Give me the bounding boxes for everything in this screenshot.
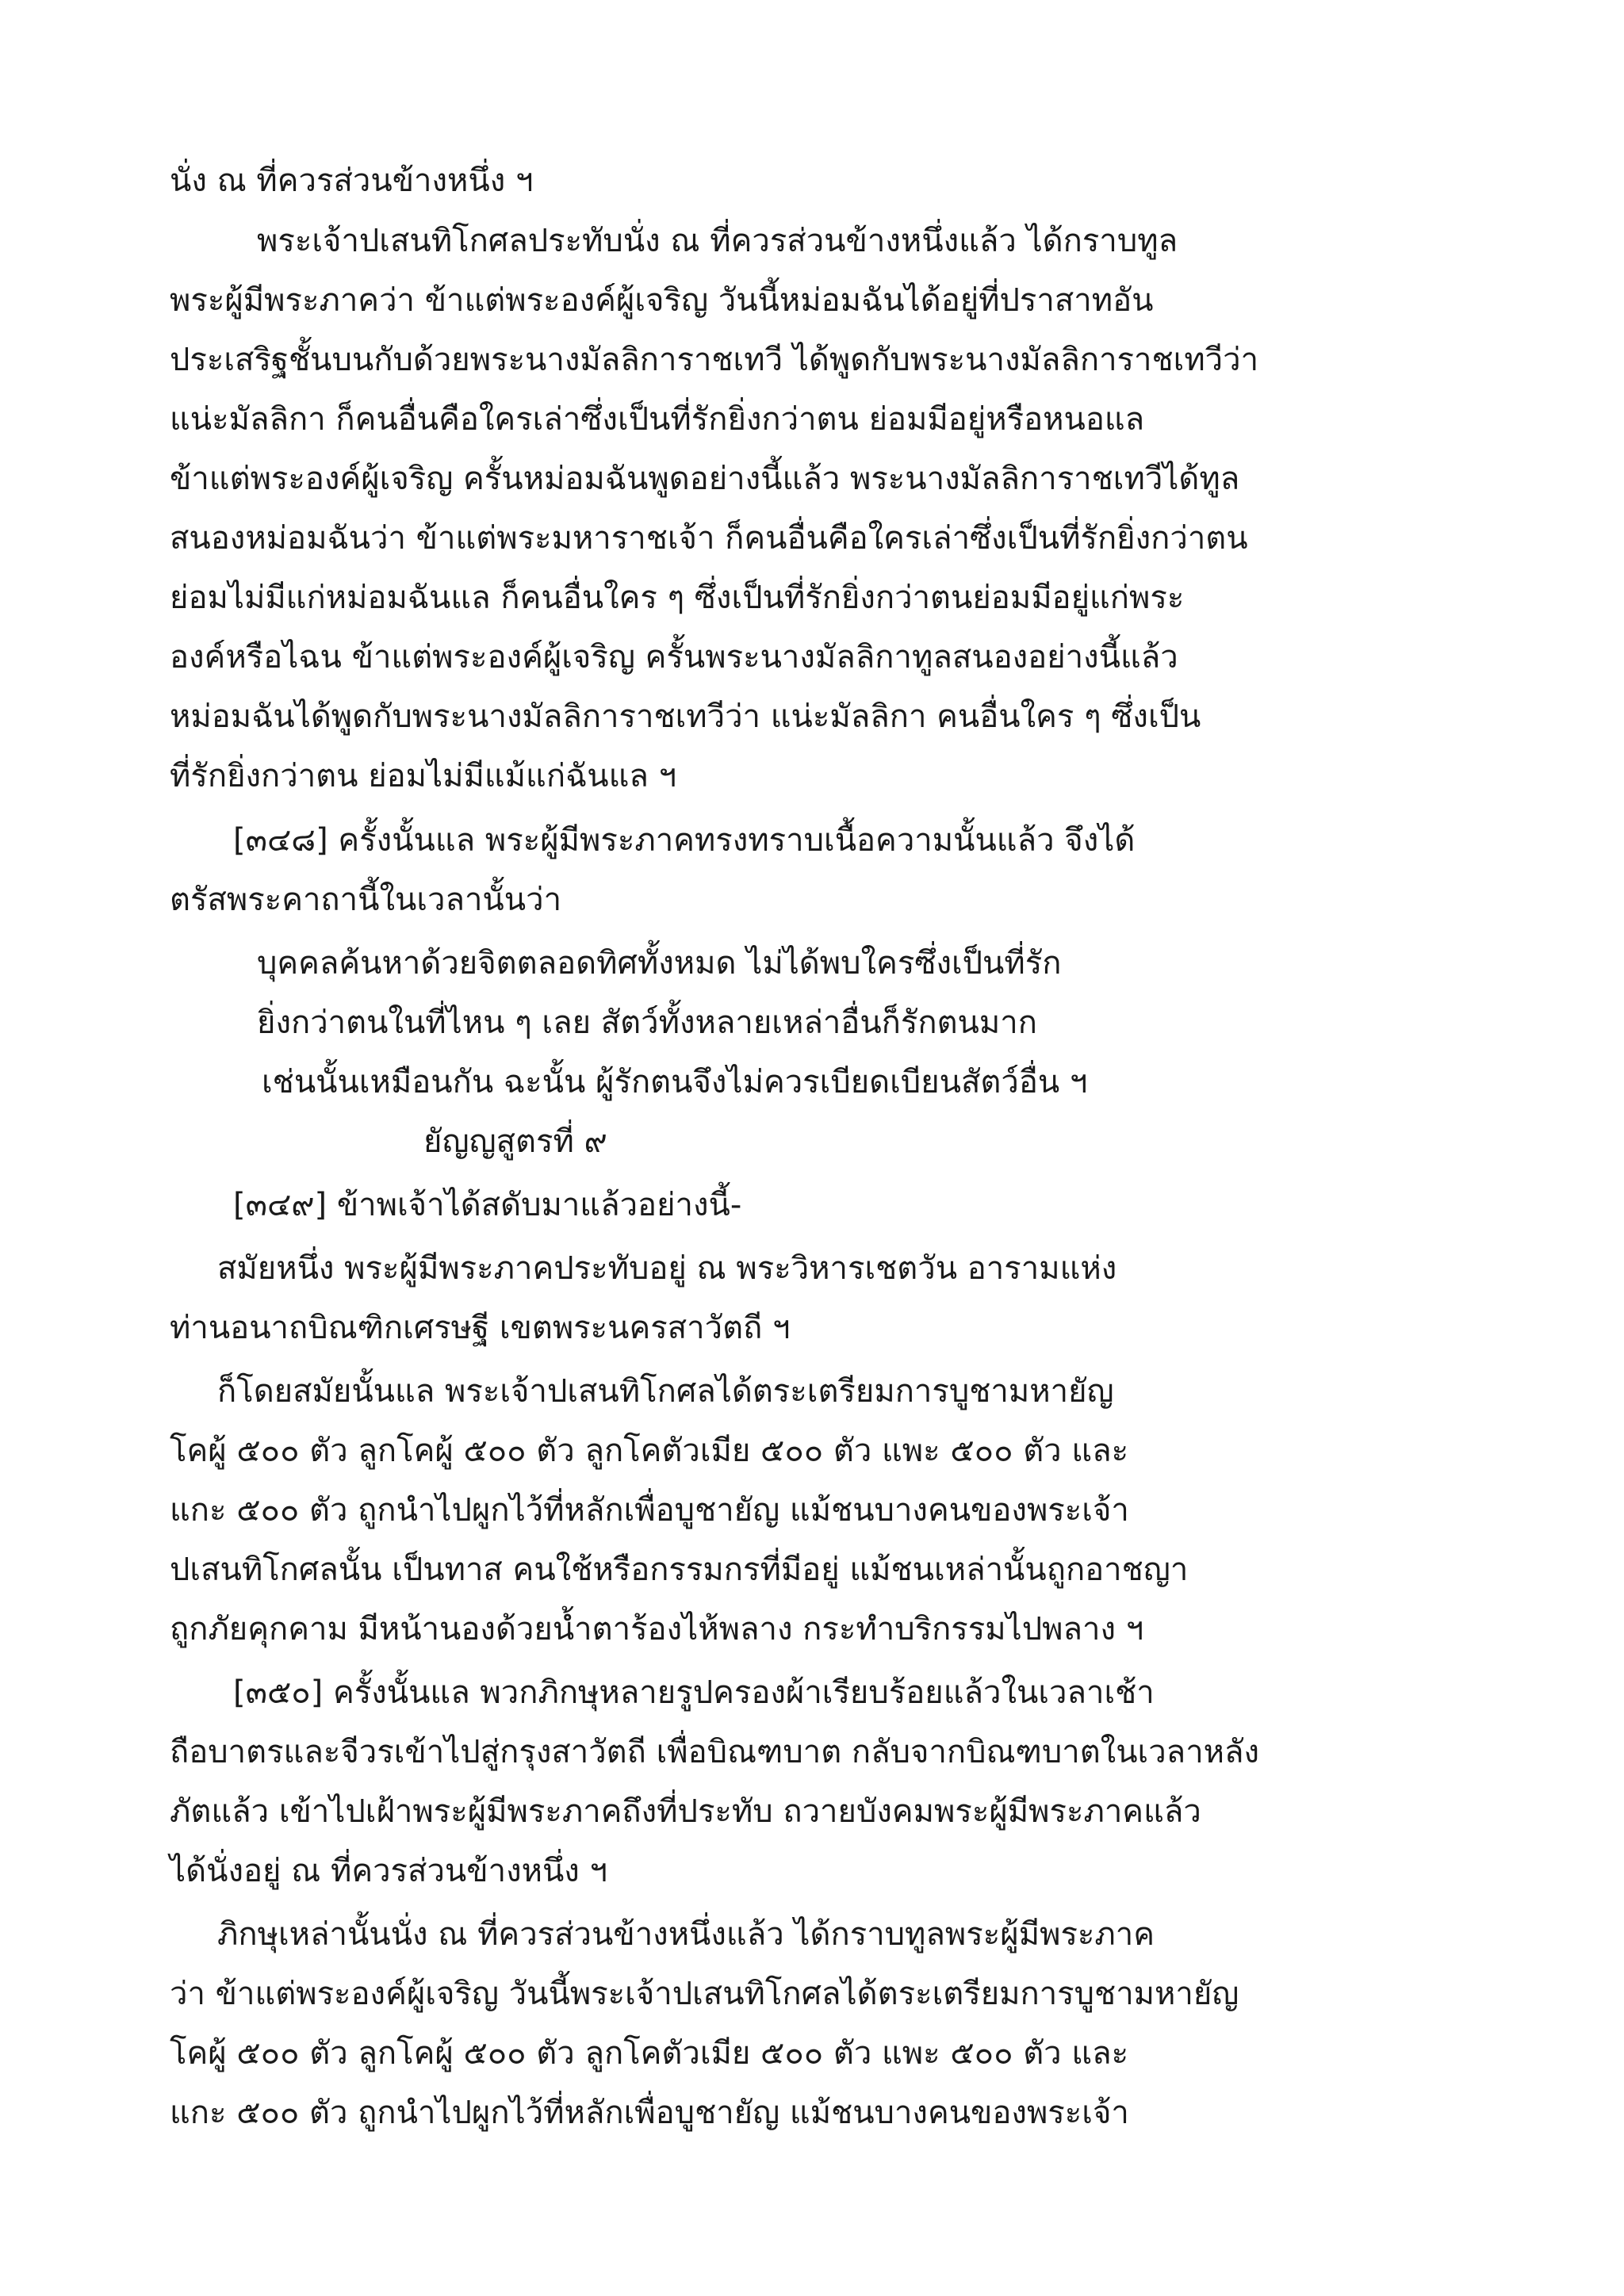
text-line: ตรัสพระคาถานี้ในเวลานั้นว่า bbox=[170, 882, 562, 918]
paragraph-first-line: สมัยหนึ่ง พระผู้มีพระภาคประทับอยู่ ณ พระวิหารเชตวัน อารามแห่ง bbox=[217, 1250, 1117, 1287]
text-line: หม่อมฉันได้พูดกับพระนางมัลลิการาชเทวีว่า แน่ะมัลลิกา คนอื่นใคร ๆ ซึ่งเป็น bbox=[170, 698, 1201, 735]
text-line: ถือบาตรและจีวรเข้าไปสู่กรุงสาวัตถี เพื่อบิณฑบาต กลับจากบิณฑบาตในเวลาหลัง bbox=[170, 1734, 1260, 1770]
text-line: ภัตแล้ว เข้าไปเฝ้าพระผู้มีพระภาคถึงที่ประทับ ถวายบังคมพระผู้มีพระภาคแล้ว bbox=[170, 1793, 1201, 1830]
text-line: ท่านอนาถบิณฑิกเศรษฐี เขตพระนครสาวัตถี ฯ bbox=[170, 1310, 791, 1346]
text-line: แน่ะมัลลิกา ก็คนอื่นคือใครเล่าซึ่งเป็นที่รักยิ่งกว่าตน ย่อมมีอยู่หรือหนอแล bbox=[170, 401, 1145, 438]
text-line: แกะ ๕๐๐ ตัว ถูกนำไปผูกไว้ที่หลักเพื่อบูชายัญ แม้ชนบางคนของพระเจ้า bbox=[170, 1492, 1129, 1529]
paragraph-first-line: ก็โดยสมัยนั้นแล พระเจ้าปเสนทิโกศลได้ตระเตรียมการบูชามหายัญ bbox=[217, 1373, 1114, 1410]
text-line: ว่า ข้าแต่พระองค์ผู้เจริญ วันนี้พระเจ้าปเสนทิโกศลได้ตระเตรียมการบูชามหายัญ bbox=[170, 1976, 1239, 2012]
text-line: ถูกภัยคุกคาม มีหน้านองด้วยน้ำตาร้องไห้พลาง กระทำบริกรรมไปพลาง ฯ bbox=[170, 1611, 1144, 1647]
text-line: ที่รักยิ่งกว่าตน ย่อมไม่มีแม้แก่ฉันแล ฯ bbox=[170, 758, 677, 794]
verse-line: ยิ่งกว่าตนในที่ไหน ๆ เลย สัตว์ทั้งหลายเหล่าอื่นก็รักตนมาก bbox=[257, 1004, 1037, 1041]
text-line: พระผู้มีพระภาคว่า ข้าแต่พระองค์ผู้เจริญ วันนี้หม่อมฉันได้อยู่ที่ปราสาทอัน bbox=[170, 282, 1154, 319]
text-line: โคผู้ ๕๐๐ ตัว ลูกโคผู้ ๕๐๐ ตัว ลูกโคตัวเมีย ๕๐๐ ตัว แพะ ๕๐๐ ตัว และ bbox=[170, 2035, 1129, 2072]
text-line: นั่ง ณ ที่ควรส่วนข้างหนึ่ง ฯ bbox=[170, 163, 534, 199]
verse-line: เช่นนั้นเหมือนกัน ฉะนั้น ผู้รักตนจึงไม่ควรเบียดเบียนสัตว์อื่น ฯ bbox=[262, 1064, 1088, 1100]
text-line: ย่อมไม่มีแก่หม่อมฉันแล ก็คนอื่นใคร ๆ ซึ่งเป็นที่รักยิ่งกว่าตนย่อมมีอยู่แก่พระ bbox=[170, 580, 1185, 616]
text-line: สนองหม่อมฉันว่า ข้าแต่พระมหาราชเจ้า ก็คนอื่นคือใครเล่าซึ่งเป็นที่รักยิ่งกว่าตน bbox=[170, 520, 1248, 557]
paragraph-first-line: พระเจ้าปเสนทิโกศลประทับนั่ง ณ ที่ควรส่วนข้างหนึ่งแล้ว ได้กราบทูล bbox=[257, 223, 1178, 259]
text-line: โคผู้ ๕๐๐ ตัว ลูกโคผู้ ๕๐๐ ตัว ลูกโคตัวเมีย ๕๐๐ ตัว แพะ ๕๐๐ ตัว และ bbox=[170, 1433, 1129, 1469]
section-350-line: [๓๕๐] ครั้งนั้นแล พวกภิกษุหลายรูปครองผ้าเรียบร้อยแล้วในเวลาเช้า bbox=[233, 1674, 1155, 1711]
section-349-line: [๓๔๙] ข้าพเจ้าได้สดับมาแล้วอย่างนี้- bbox=[233, 1187, 742, 1223]
text-line: ได้นั่งอยู่ ณ ที่ควรส่วนข้างหนึ่ง ฯ bbox=[170, 1853, 608, 1889]
text-line: องค์หรือไฉน ข้าแต่พระองค์ผู้เจริญ ครั้นพระนางมัลลิกาทูลสนองอย่างนี้แล้ว bbox=[170, 639, 1178, 675]
section-348-line: [๓๔๘] ครั้งนั้นแล พระผู้มีพระภาคทรงทราบเนื้อความนั้นแล้ว จึงได้ bbox=[233, 822, 1136, 859]
text-line: ประเสริฐชั้นบนกับด้วยพระนางมัลลิการาชเทวี ได้พูดกับพระนางมัลลิการาชเทวีว่า bbox=[170, 342, 1259, 378]
text-line: แกะ ๕๐๐ ตัว ถูกนำไปผูกไว้ที่หลักเพื่อบูชายัญ แม้ชนบางคนของพระเจ้า bbox=[170, 2095, 1129, 2131]
text-line: ข้าแต่พระองค์ผู้เจริญ ครั้นหม่อมฉันพูดอย่างนี้แล้ว พระนางมัลลิการาชเทวีได้ทูล bbox=[170, 461, 1240, 497]
verse-line: บุคคลค้นหาด้วยจิตตลอดทิศทั้งหมด ไม่ได้พบใครซึ่งเป็นที่รัก bbox=[257, 945, 1062, 982]
text-line: ปเสนทิโกศลนั้น เป็นทาส คนใช้หรือกรรมกรที่มีอยู่ แม้ชนเหล่านั้นถูกอาชญา bbox=[170, 1552, 1189, 1588]
sutta-heading: ยัญญสูตรที่ ๙ bbox=[423, 1123, 607, 1160]
paragraph-first-line: ภิกษุเหล่านั้นนั่ง ณ ที่ควรส่วนข้างหนึ่งแล้ว ได้กราบทูลพระผู้มีพระภาค bbox=[217, 1916, 1155, 1953]
